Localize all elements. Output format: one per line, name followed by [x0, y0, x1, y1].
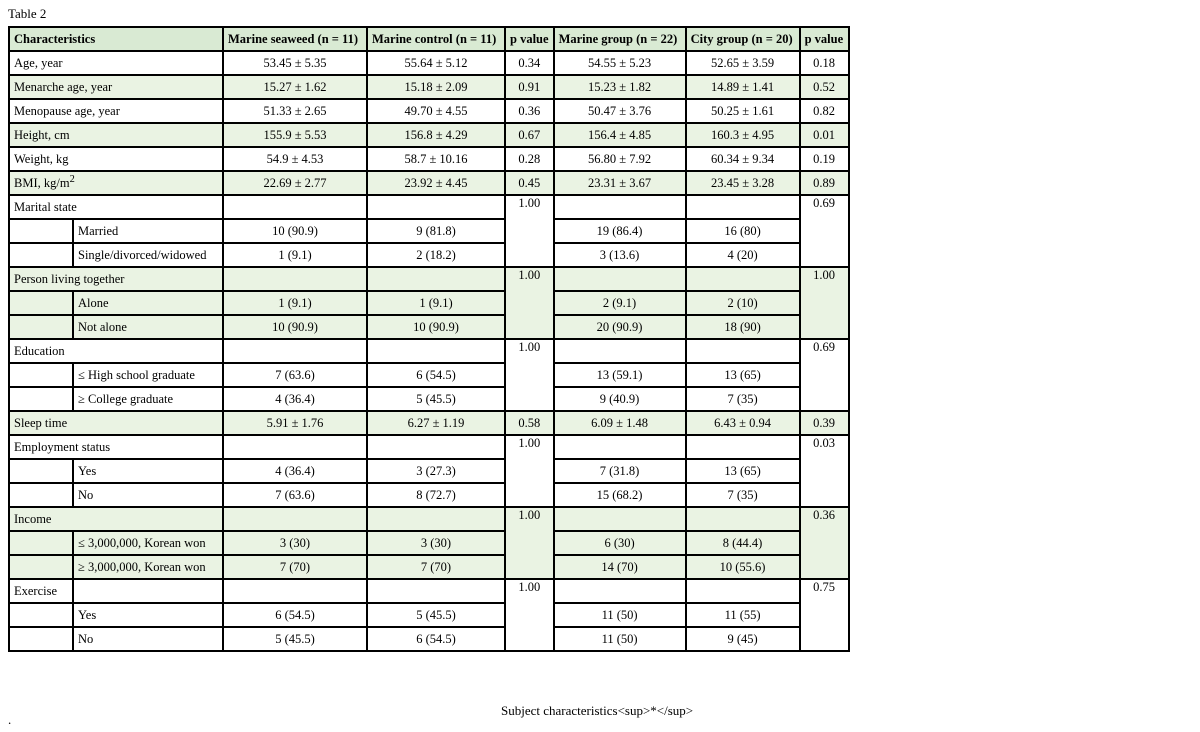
group-label: Person living together [9, 267, 223, 291]
cell: 3 (13.6) [554, 243, 686, 267]
indent-cell [9, 627, 73, 651]
p-value-cell: 1.00 [505, 507, 554, 579]
group-label: Income [9, 507, 223, 531]
table-caption: Subject characteristics<sup>*</sup> [501, 703, 694, 718]
cell [367, 267, 505, 291]
sub-row [9, 291, 849, 315]
cell [223, 339, 367, 363]
bmi-superscript: 2 [69, 174, 75, 186]
cell: 4 (36.4) [223, 459, 367, 483]
group-label: Exercise [9, 579, 73, 603]
cell [367, 339, 505, 363]
indent-cell [9, 219, 73, 243]
bmi-label: BMI, kg/m [14, 176, 70, 191]
group-label: Employment status [9, 435, 223, 459]
cell: 6 (54.5) [223, 603, 367, 627]
cell: 19 (86.4) [554, 219, 686, 243]
group-label: Education [9, 339, 223, 363]
cell [223, 195, 367, 219]
sub-label: Yes [73, 603, 223, 627]
cell: 18 (90) [686, 315, 800, 339]
sub-label: No [73, 483, 223, 507]
cell: 10 (55.6) [686, 555, 800, 579]
p-value-cell: 0.52 [800, 75, 849, 99]
cell: 54.9 ± 4.53 [223, 147, 367, 171]
indent-cell [9, 483, 73, 507]
cell [686, 507, 800, 531]
cell: 2 (10) [686, 291, 800, 315]
cell: 54.55 ± 5.23 [554, 51, 686, 75]
sub-label: Single/divorced/widowed [73, 243, 223, 267]
p-value-cell: 0.45 [505, 171, 554, 195]
indent-cell [9, 555, 73, 579]
cell: 15.18 ± 2.09 [367, 75, 505, 99]
cell: 52.65 ± 3.59 [686, 51, 800, 75]
cell: 23.31 ± 3.67 [554, 171, 686, 195]
cell: 7 (63.6) [223, 483, 367, 507]
p-value-cell: 1.00 [505, 579, 554, 651]
cell: 156.8 ± 4.29 [367, 123, 505, 147]
indent-cell [9, 243, 73, 267]
cell: 11 (50) [554, 627, 686, 651]
cell: 1 (9.1) [223, 291, 367, 315]
cell: 15 (68.2) [554, 483, 686, 507]
cell: 15.23 ± 1.82 [554, 75, 686, 99]
group-header-row [9, 507, 849, 531]
cell: 3 (27.3) [367, 459, 505, 483]
group-label: Marital state [9, 195, 223, 219]
header-p-value-2: p value [800, 27, 849, 51]
cell: 22.69 ± 2.77 [223, 171, 367, 195]
indent-cell [9, 603, 73, 627]
cell [223, 507, 367, 531]
cell: 7 (31.8) [554, 459, 686, 483]
cell: 56.80 ± 7.92 [554, 147, 686, 171]
table-label: Table 2 [8, 6, 47, 21]
cell [686, 339, 800, 363]
cell: 23.92 ± 4.45 [367, 171, 505, 195]
cell [686, 435, 800, 459]
cell: 5 (45.5) [367, 387, 505, 411]
cell: 13 (59.1) [554, 363, 686, 387]
cell: 156.4 ± 4.85 [554, 123, 686, 147]
p-value-cell: 0.03 [800, 435, 849, 507]
cell [554, 579, 686, 603]
cell [223, 435, 367, 459]
group-header-row [9, 267, 849, 291]
cell: 55.64 ± 5.12 [367, 51, 505, 75]
p-value-cell: 0.19 [800, 147, 849, 171]
p-value-cell: 0.82 [800, 99, 849, 123]
cell [554, 339, 686, 363]
cell [367, 195, 505, 219]
p-value-cell: 0.69 [800, 339, 849, 411]
p-value-cell: 0.28 [505, 147, 554, 171]
cell [686, 267, 800, 291]
cell: 6 (30) [554, 531, 686, 555]
cell: 7 (70) [223, 555, 367, 579]
header-p-value-1: p value [505, 27, 554, 51]
indent-cell [9, 363, 73, 387]
cell: 9 (40.9) [554, 387, 686, 411]
cell: 160.3 ± 4.95 [686, 123, 800, 147]
sub-row [9, 363, 849, 387]
cell: 11 (55) [686, 603, 800, 627]
cell: 9 (45) [686, 627, 800, 651]
cell: 8 (72.7) [367, 483, 505, 507]
cell: 14 (70) [554, 555, 686, 579]
sub-row [9, 483, 849, 507]
cell: 4 (20) [686, 243, 800, 267]
cell: 7 (70) [367, 555, 505, 579]
cell: 20 (90.9) [554, 315, 686, 339]
cell [223, 267, 367, 291]
cell [554, 435, 686, 459]
row-label [9, 171, 223, 195]
cell [554, 267, 686, 291]
cell [554, 507, 686, 531]
cell [223, 579, 367, 603]
sub-label: Alone [73, 291, 223, 315]
cell [686, 195, 800, 219]
cell: 8 (44.4) [686, 531, 800, 555]
cell [73, 579, 223, 603]
p-value-cell: 0.36 [800, 507, 849, 579]
p-value-cell: 0.18 [800, 51, 849, 75]
p-value-cell: 1.00 [505, 435, 554, 507]
cell: 7 (63.6) [223, 363, 367, 387]
cell: 2 (18.2) [367, 243, 505, 267]
cell: 50.47 ± 3.76 [554, 99, 686, 123]
table-row [9, 75, 849, 99]
p-value-cell: 0.89 [800, 171, 849, 195]
cell: 10 (90.9) [223, 219, 367, 243]
p-value-cell: 1.00 [800, 267, 849, 339]
cell: 6 (54.5) [367, 363, 505, 387]
cell: 3 (30) [367, 531, 505, 555]
p-value-cell: 1.00 [505, 195, 554, 267]
cell: 16 (80) [686, 219, 800, 243]
sub-row [9, 627, 849, 651]
row-label: Height, cm [9, 123, 223, 147]
header-marine-seaweed: Marine seaweed (n = 11) [223, 27, 367, 51]
cell: 6.09 ± 1.48 [554, 411, 686, 435]
sub-label: No [73, 627, 223, 651]
cell [686, 579, 800, 603]
row-label: Menopause age, year [9, 99, 223, 123]
header-marine-control: Marine control (n = 11) [367, 27, 505, 51]
cell: 10 (90.9) [367, 315, 505, 339]
row-label: Sleep time [9, 411, 223, 435]
sub-row [9, 555, 849, 579]
indent-cell [9, 459, 73, 483]
header-marine-group: Marine group (n = 22) [554, 27, 686, 51]
cell: 60.34 ± 9.34 [686, 147, 800, 171]
sub-label: ≤ High school graduate [73, 363, 223, 387]
sub-row [9, 219, 849, 243]
sub-row [9, 315, 849, 339]
cell: 3 (30) [223, 531, 367, 555]
sub-row [9, 531, 849, 555]
header-characteristics: Characteristics [9, 27, 223, 51]
cell: 49.70 ± 4.55 [367, 99, 505, 123]
indent-cell [9, 291, 73, 315]
indent-cell [9, 315, 73, 339]
p-value-cell: 0.36 [505, 99, 554, 123]
trailing-dot: . [8, 712, 12, 727]
table-row [9, 147, 849, 171]
cell: 10 (90.9) [223, 315, 367, 339]
group-header-row [9, 579, 849, 603]
sub-label: ≥ College graduate [73, 387, 223, 411]
cell: 11 (50) [554, 603, 686, 627]
indent-cell [9, 531, 73, 555]
cell: 5 (45.5) [223, 627, 367, 651]
row-label: Menarche age, year [9, 75, 223, 99]
p-value-cell: 0.67 [505, 123, 554, 147]
group-header-row [9, 195, 849, 219]
cell: 6.27 ± 1.19 [367, 411, 505, 435]
sub-label: ≤ 3,000,000, Korean won [73, 531, 223, 555]
p-value-cell: 0.75 [800, 579, 849, 651]
cell: 5 (45.5) [367, 603, 505, 627]
table-row [9, 171, 849, 195]
cell [367, 435, 505, 459]
p-value-cell: 0.39 [800, 411, 849, 435]
p-value-cell: 0.34 [505, 51, 554, 75]
cell: 23.45 ± 3.28 [686, 171, 800, 195]
group-header-row [9, 339, 849, 363]
cell: 4 (36.4) [223, 387, 367, 411]
cell [367, 507, 505, 531]
cell: 15.27 ± 1.62 [223, 75, 367, 99]
sub-label: ≥ 3,000,000, Korean won [73, 555, 223, 579]
p-value-cell: 1.00 [505, 339, 554, 411]
cell: 1 (9.1) [367, 291, 505, 315]
table-row [9, 411, 849, 435]
sub-row [9, 459, 849, 483]
cell: 13 (65) [686, 363, 800, 387]
group-header-row [9, 435, 849, 459]
cell: 13 (65) [686, 459, 800, 483]
header-row [9, 27, 849, 51]
row-label: Weight, kg [9, 147, 223, 171]
p-value-cell: 0.01 [800, 123, 849, 147]
cell: 51.33 ± 2.65 [223, 99, 367, 123]
cell: 50.25 ± 1.61 [686, 99, 800, 123]
cell: 2 (9.1) [554, 291, 686, 315]
sub-label: Married [73, 219, 223, 243]
p-value-cell: 0.69 [800, 195, 849, 267]
sub-row [9, 243, 849, 267]
sub-label: Yes [73, 459, 223, 483]
sub-row [9, 387, 849, 411]
cell: 155.9 ± 5.53 [223, 123, 367, 147]
table-row [9, 51, 849, 75]
subject-characteristics-table [8, 26, 850, 652]
header-city-group: City group (n = 20) [686, 27, 800, 51]
table-row [9, 99, 849, 123]
p-value-cell: 0.91 [505, 75, 554, 99]
cell: 6.43 ± 0.94 [686, 411, 800, 435]
cell: 5.91 ± 1.76 [223, 411, 367, 435]
p-value-cell: 1.00 [505, 267, 554, 339]
cell [554, 195, 686, 219]
indent-cell [9, 387, 73, 411]
cell: 6 (54.5) [367, 627, 505, 651]
cell: 1 (9.1) [223, 243, 367, 267]
cell: 58.7 ± 10.16 [367, 147, 505, 171]
table-row [9, 123, 849, 147]
cell: 9 (81.8) [367, 219, 505, 243]
sub-label: Not alone [73, 315, 223, 339]
cell: 7 (35) [686, 387, 800, 411]
row-label: Age, year [9, 51, 223, 75]
cell: 7 (35) [686, 483, 800, 507]
cell: 14.89 ± 1.41 [686, 75, 800, 99]
cell: 53.45 ± 5.35 [223, 51, 367, 75]
sub-row [9, 603, 849, 627]
cell [367, 579, 505, 603]
p-value-cell: 0.58 [505, 411, 554, 435]
